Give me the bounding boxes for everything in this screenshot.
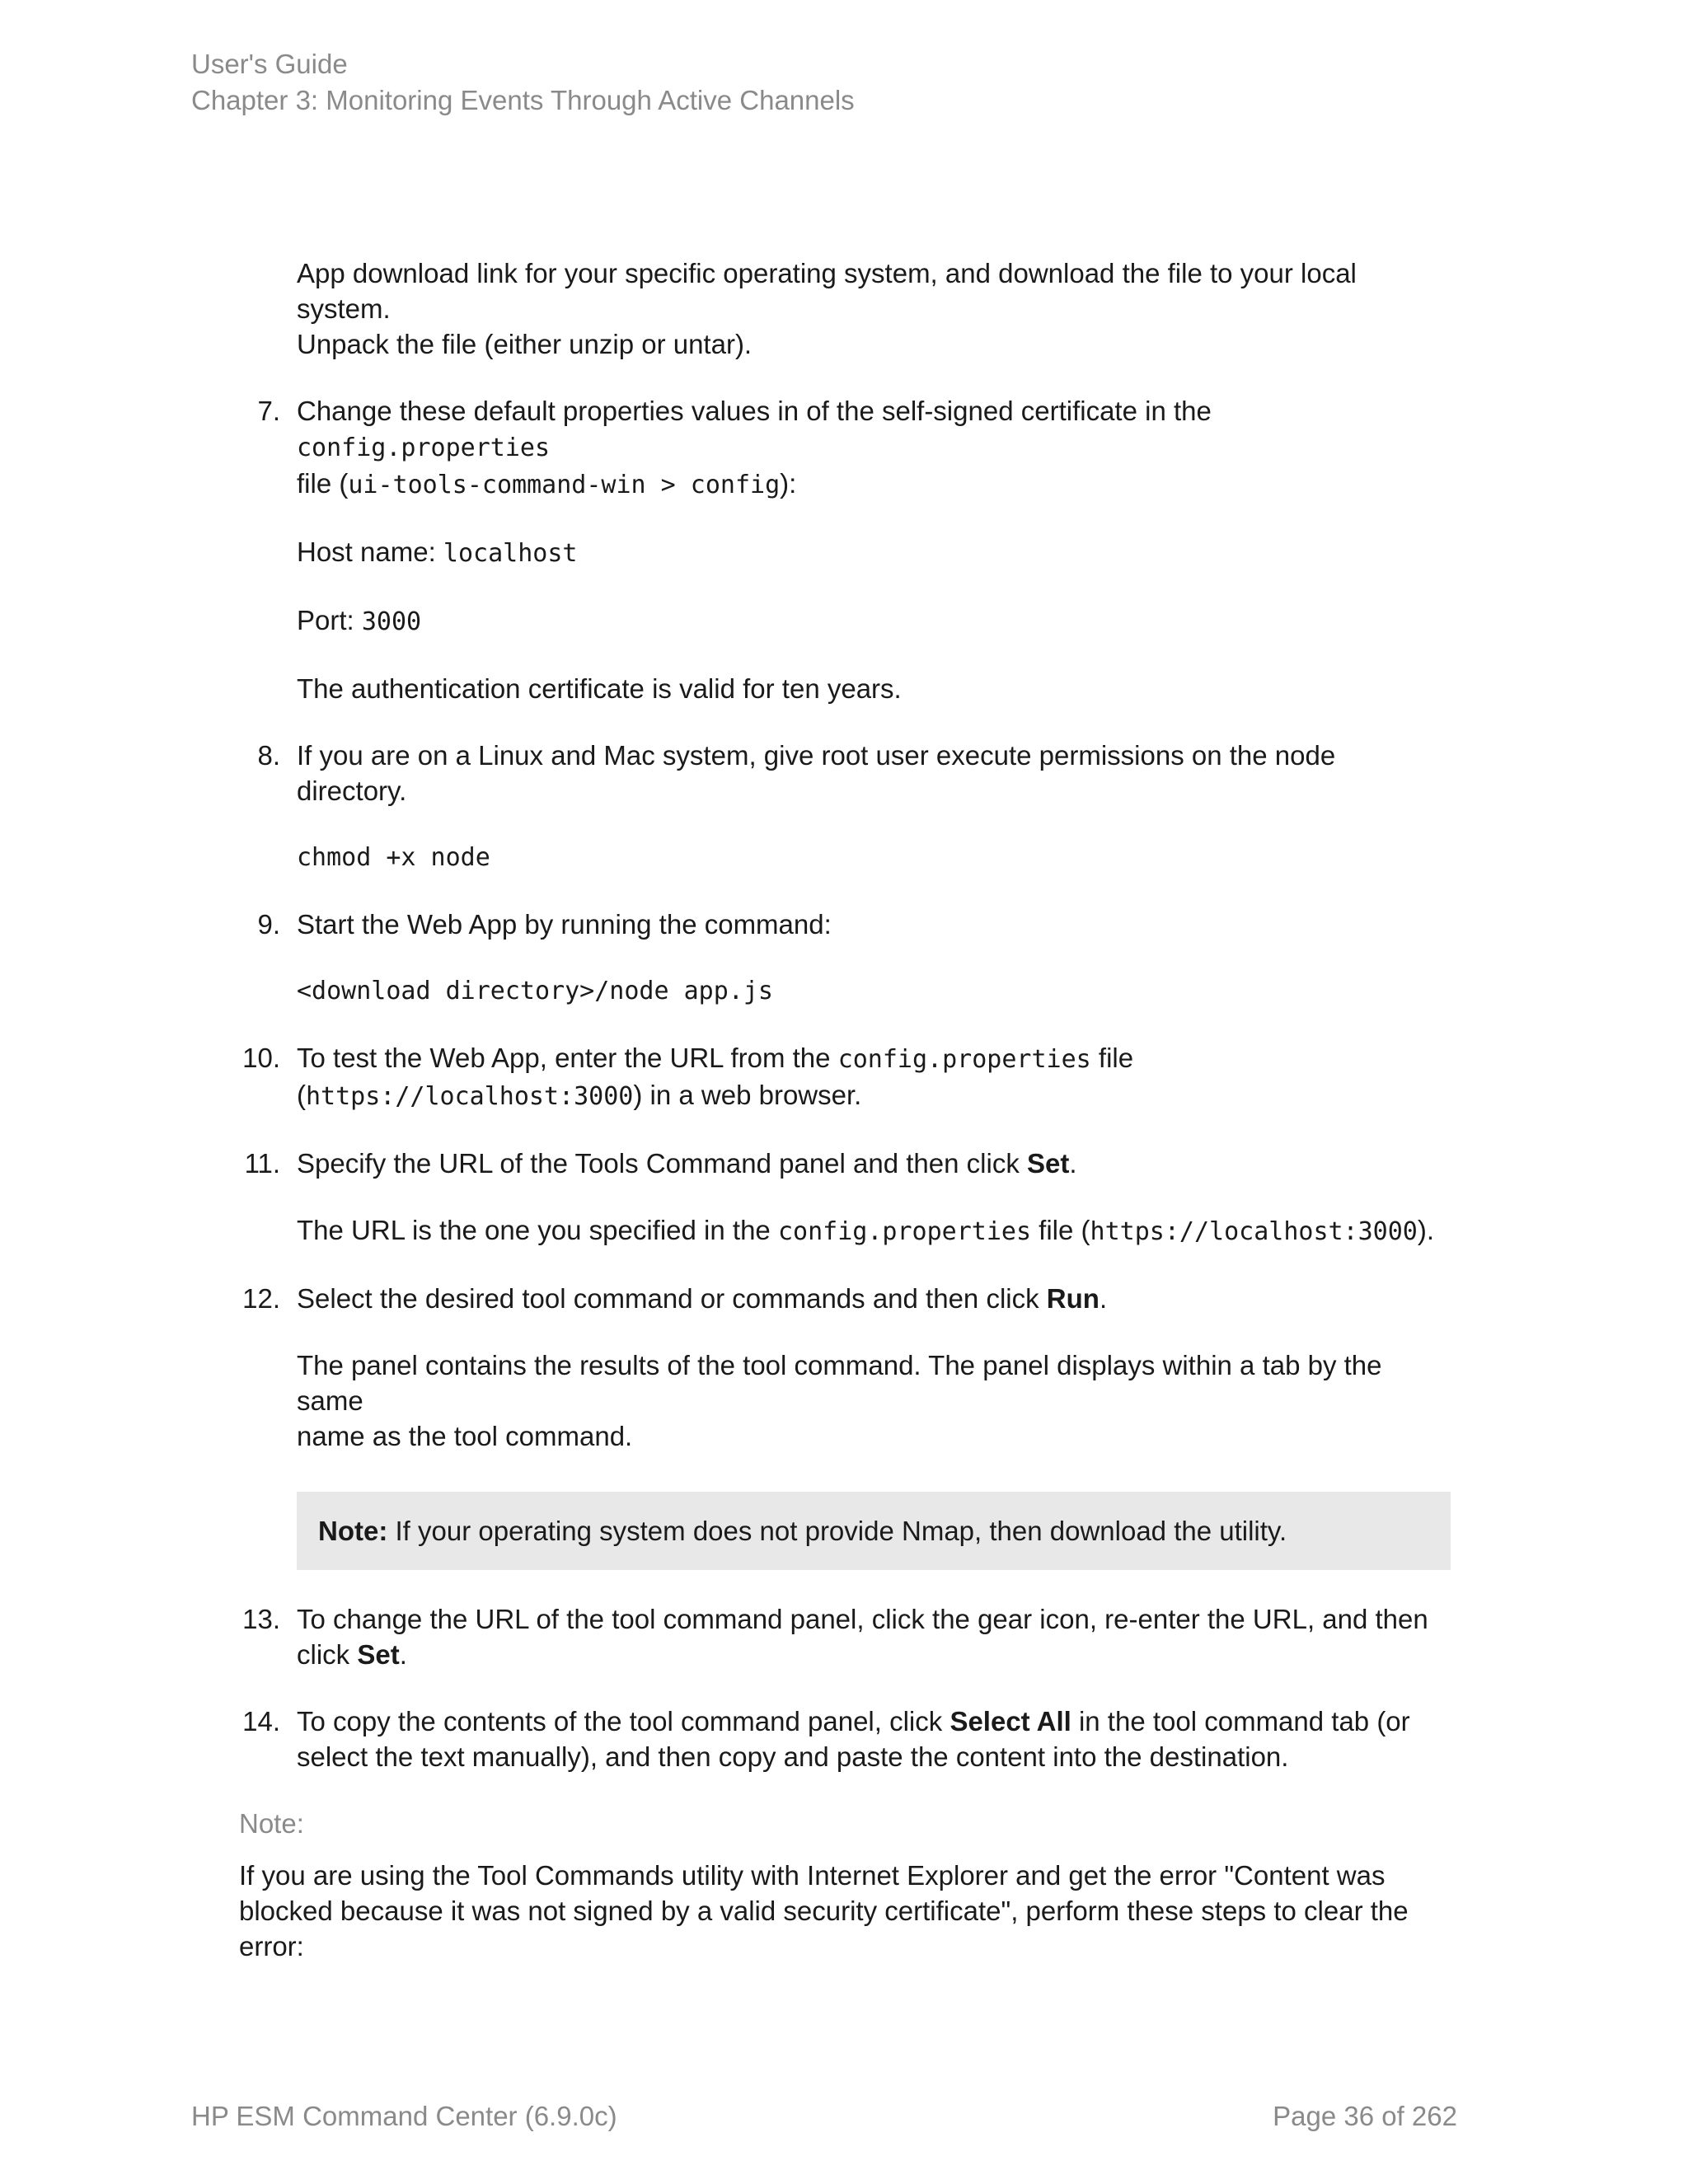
step-text: file ( xyxy=(297,468,349,499)
ui-label-set: Set xyxy=(1027,1148,1070,1179)
step-text: click xyxy=(297,1639,358,1670)
main-content xyxy=(239,255,1451,1964)
page-header xyxy=(191,46,855,119)
code-url: https://localhost:3000 xyxy=(1090,1217,1418,1246)
validity-text: The authentication certificate is valid for ten years. xyxy=(297,673,902,704)
code-filename: config.properties xyxy=(297,434,551,462)
step-12 xyxy=(239,1281,1451,1570)
port-label: Port: xyxy=(297,605,362,635)
step-number: 11. xyxy=(244,1148,280,1179)
step-11 xyxy=(239,1146,1451,1249)
note-text: If you are using the Tool Commands utility with Internet Explorer and get the error "Content was xyxy=(239,1860,1386,1891)
step-13 xyxy=(239,1601,1451,1672)
step-text: name as the tool command. xyxy=(297,1421,633,1451)
step-number: 9. xyxy=(257,909,280,940)
step-text: ) in a web browser. xyxy=(633,1080,862,1110)
step-text: The URL is the one you specified in the xyxy=(297,1215,778,1245)
step-text: file ( xyxy=(1031,1215,1090,1245)
step-subtext xyxy=(297,1212,1451,1249)
note-heading: Note: xyxy=(239,1808,304,1839)
step-text: If you are on a Linux and Mac system, give root user execute permissions on the node directory. xyxy=(297,740,1336,806)
step-description xyxy=(297,1347,1451,1454)
chapter-title: Chapter 3: Monitoring Events Through Active Channels xyxy=(191,85,855,115)
note-paragraph xyxy=(239,1858,1451,1964)
note-text: blocked because it was not signed by a valid security certificate", perform these steps to clear the xyxy=(239,1896,1409,1926)
step-text: ). xyxy=(1417,1215,1435,1245)
note-text: error: xyxy=(239,1931,304,1961)
step-text: in the tool command tab (or xyxy=(1071,1706,1410,1736)
step-9 xyxy=(239,907,1451,1009)
port-value: 3000 xyxy=(361,607,422,636)
note-label: Note: xyxy=(318,1516,388,1546)
guide-title: User's Guide xyxy=(191,49,348,79)
step-text: . xyxy=(1069,1148,1077,1179)
code-filename: config.properties xyxy=(837,1045,1091,1074)
intro-line1: App download link for your specific operating system, and download the file to your local system. xyxy=(297,258,1357,324)
step-text: Start the Web App by running the command: xyxy=(297,909,832,940)
step-text: Select the desired tool command or commands and then click xyxy=(297,1283,1047,1314)
step-text: Specify the URL of the Tools Command panel and then click xyxy=(297,1148,1027,1179)
code-command: chmod +x node xyxy=(297,843,490,872)
host-name-line xyxy=(297,534,1451,571)
ui-label-set: Set xyxy=(357,1639,400,1670)
step-text: To copy the contents of the tool command panel, click xyxy=(297,1706,950,1736)
footer-page-number: Page 36 of 262 xyxy=(1273,2101,1457,2131)
step-text: select the text manually), and then copy and paste the content into the destination. xyxy=(297,1741,1289,1772)
step-number: 8. xyxy=(257,740,280,771)
step-text: ( xyxy=(297,1080,306,1110)
step-text: ): xyxy=(780,468,797,499)
step-number: 13. xyxy=(242,1604,280,1634)
ui-label-run: Run xyxy=(1046,1283,1100,1314)
step-text: . xyxy=(1099,1283,1108,1314)
step-text: Change these default properties values in of the self-signed certificate in the xyxy=(297,396,1212,426)
code-url: https://localhost:3000 xyxy=(306,1082,634,1111)
step-number: 7. xyxy=(257,396,280,426)
step-number: 14. xyxy=(242,1706,280,1736)
step-number: 10. xyxy=(242,1043,280,1073)
note-box xyxy=(297,1492,1451,1570)
note-text: If your operating system does not provide Nmap, then download the utility. xyxy=(387,1516,1287,1546)
step-text: . xyxy=(399,1639,407,1670)
step-text: file xyxy=(1090,1043,1134,1073)
step-text: The panel contains the results of the tool command. The panel displays within a tab by the same xyxy=(297,1350,1382,1416)
host-label: Host name: xyxy=(297,537,443,567)
code-path: ui-tools-command-win > config xyxy=(348,471,781,499)
step-text: To test the Web App, enter the URL from the xyxy=(297,1043,838,1073)
step-number: 12. xyxy=(242,1283,280,1314)
step-14 xyxy=(239,1704,1451,1774)
intro-line2: Unpack the file (either unzip or untar). xyxy=(297,329,753,359)
code-filename: config.properties xyxy=(777,1217,1031,1246)
host-value: localhost xyxy=(443,539,578,568)
step-8 xyxy=(239,738,1451,875)
intro-paragraph xyxy=(297,255,1451,362)
footer-product: HP ESM Command Center (6.9.0c) xyxy=(191,2101,617,2131)
ui-label-select-all: Select All xyxy=(950,1706,1071,1736)
code-command: <download directory>/node app.js xyxy=(297,977,773,1005)
step-text: To change the URL of the tool command panel, click the gear icon, re-enter the URL, and then xyxy=(297,1604,1428,1634)
step-10 xyxy=(239,1040,1451,1114)
step-7 xyxy=(239,393,1451,706)
port-line xyxy=(297,602,1451,640)
